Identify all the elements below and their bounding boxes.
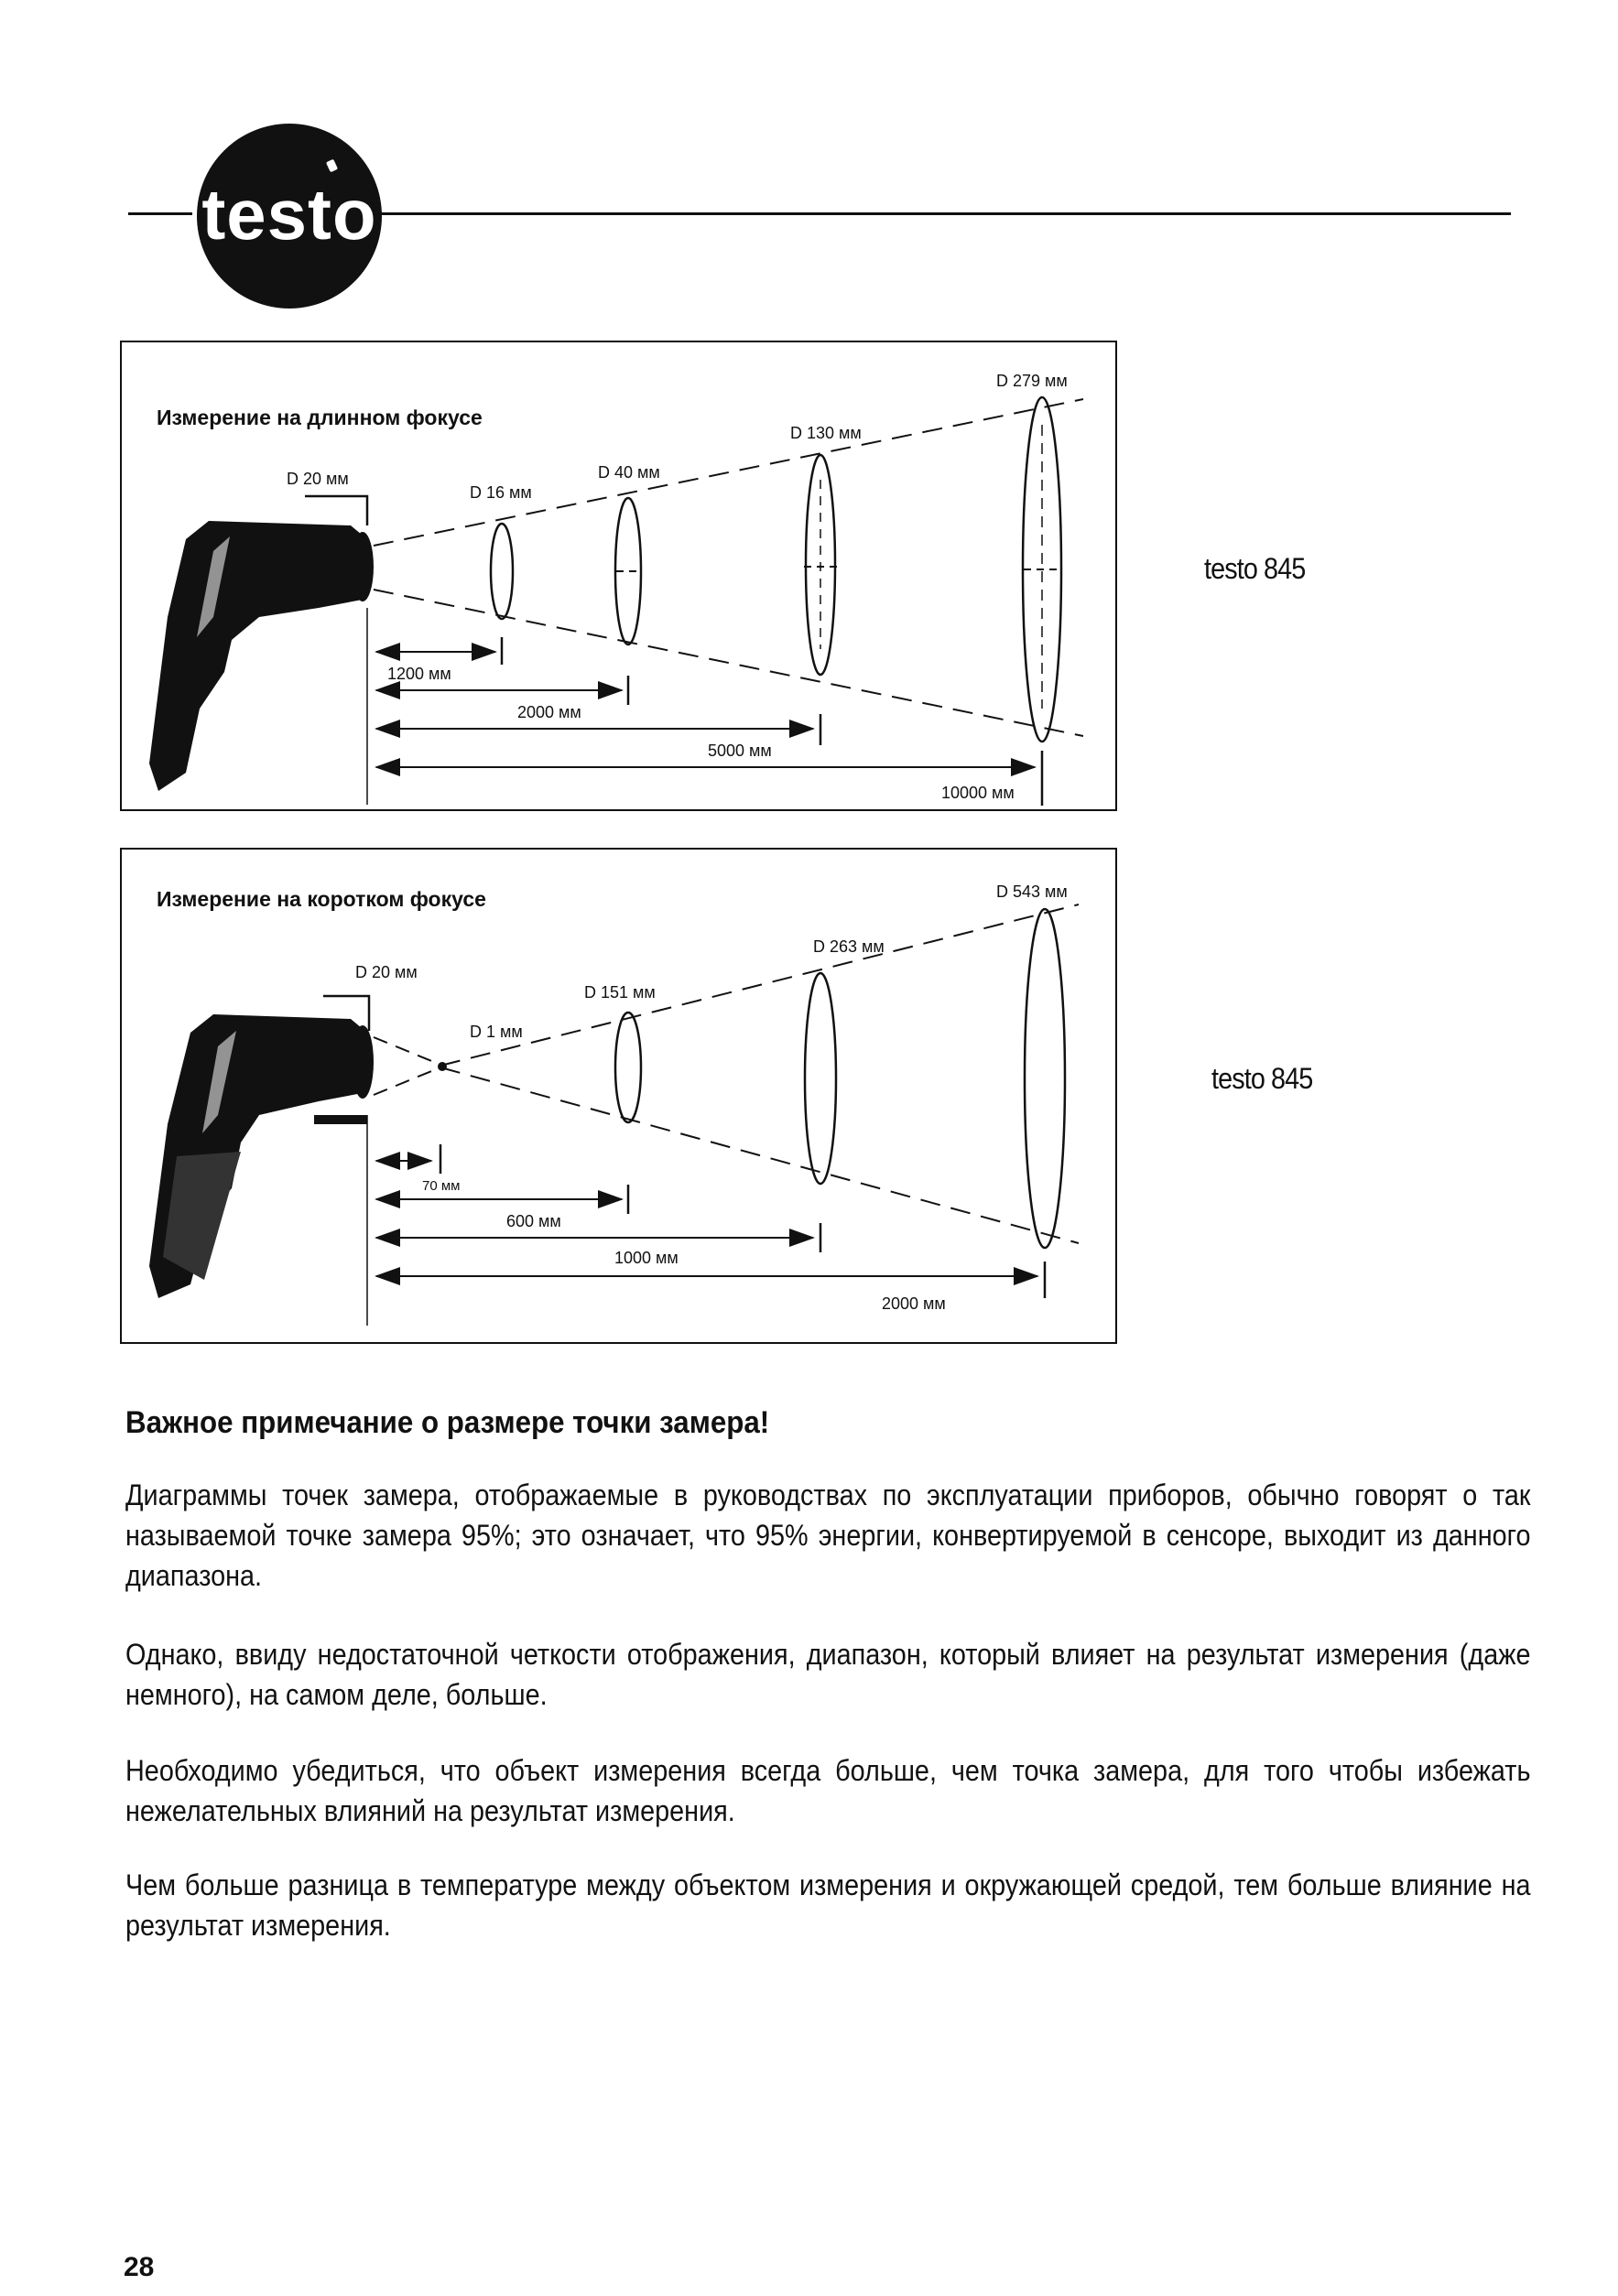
figure-short-focus (120, 848, 1117, 1344)
distance-label: 1200 мм (387, 665, 451, 683)
aperture-label: D 20 мм (287, 470, 349, 488)
distance-label: 1000 мм (614, 1249, 679, 1267)
spot-ellipse (491, 524, 513, 619)
header-rule-right (375, 212, 1511, 215)
distance-label: 5000 мм (708, 742, 772, 760)
spot-ellipse (1025, 909, 1065, 1248)
figure-title: Измерение на коротком фокусе (157, 887, 486, 911)
model-label: testo 845 (1211, 1062, 1313, 1095)
note-paragraph: Однако, ввиду недостаточной четкости отображения, диапазон, который влияет на результат измерения (даже немного), на самом деле, больше. (125, 1638, 1531, 1711)
spot-label: D 543 мм (996, 883, 1068, 901)
spot-ellipse (615, 498, 641, 644)
spot-ellipse (1023, 397, 1061, 742)
distance-label: 600 мм (506, 1212, 561, 1230)
infrared-thermometer-icon (149, 1014, 374, 1298)
aperture-bracket (305, 496, 367, 525)
spot-label: D 263 мм (813, 937, 885, 956)
distance-label: 2000 мм (517, 703, 581, 721)
note-paragraph: Диаграммы точек замера, отображаемые в руководствах по эксплуатации приборов, обычно говорят о так называемой точке замера 95%; это означает, что 95% энергии, конвертируемой в сенсоре, выходит из данного диапазона. (125, 1478, 1531, 1592)
model-label: testo 845 (1204, 552, 1306, 585)
figure-long-focus (120, 341, 1117, 811)
spot-label: D 130 мм (790, 424, 862, 442)
logo-text: testo (201, 173, 377, 255)
beam-edge-bottom-converge (374, 1067, 440, 1095)
logo-dot (326, 159, 338, 173)
spot-label: D 151 мм (584, 983, 656, 1002)
distance-label: 70 мм (422, 1178, 461, 1194)
note-paragraph: Чем больше разница в температуре между объектом измерения и окружающей средой, тем больше влияние на результат измерения. (125, 1868, 1531, 1942)
spot-label: D 279 мм (996, 372, 1068, 390)
note-paragraph: Необходимо убедиться, что объект измерения всегда больше, чем точка замера, для того чтобы избежать нежелательных влияний на результат измерения. (125, 1754, 1531, 1827)
page-number: 28 (124, 2252, 155, 2282)
infrared-thermometer-icon (149, 521, 374, 791)
header-rule-left (128, 212, 192, 215)
aperture-label: D 20 мм (355, 963, 418, 981)
spot-ellipse (615, 1013, 641, 1122)
note-heading: Важное примечание о размере точки замера! (125, 1405, 770, 1440)
figure-title: Измерение на длинном фокусе (157, 406, 483, 429)
distance-label: 10000 мм (941, 784, 1015, 802)
spot-label: D 40 мм (598, 463, 660, 482)
diagram-short-focus (122, 850, 1115, 1342)
diagram-long-focus (122, 342, 1115, 809)
spot-dot (438, 1062, 447, 1071)
spot-label: D 16 мм (470, 483, 532, 502)
testo-logo (197, 124, 382, 309)
beam-edge-top (440, 904, 1079, 1066)
beam-edge-top-converge (374, 1037, 440, 1065)
distance-label: 2000 мм (882, 1294, 946, 1313)
beam-edge-bottom (374, 590, 1083, 736)
spot-ellipse (804, 455, 838, 675)
spot-label: D 1 мм (470, 1023, 523, 1041)
spot-ellipse (805, 973, 836, 1184)
